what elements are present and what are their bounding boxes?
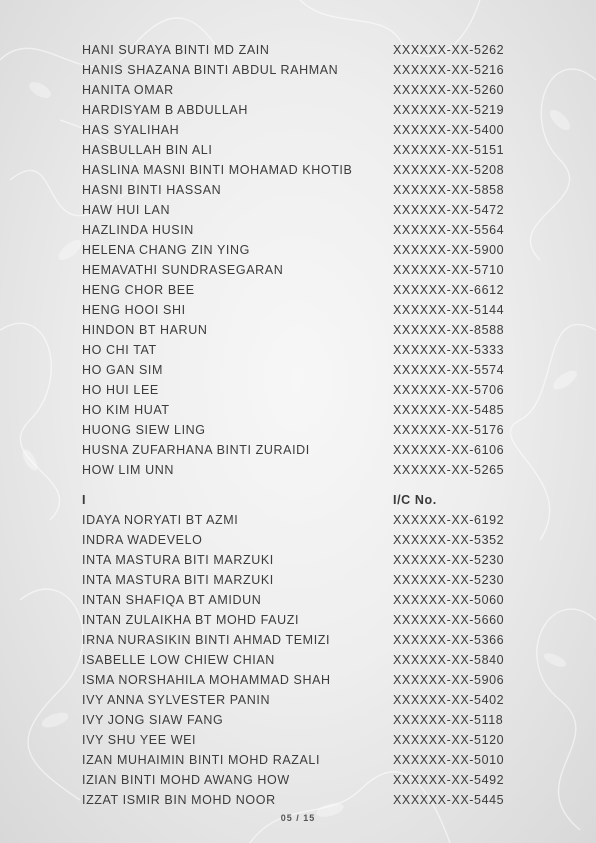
person-name: IVY ANNA SYLVESTER PANIN <box>82 693 271 707</box>
section-letter: I <box>82 493 87 507</box>
list-row <box>82 790 522 810</box>
list-row <box>82 460 522 480</box>
person-name: ISMA NORSHAHILA MOHAMMAD SHAH <box>82 673 331 687</box>
ic-number: XXXXXX-XX-5260 <box>393 83 505 97</box>
section-i <box>82 490 522 810</box>
section-gap <box>82 480 522 490</box>
ic-number: XXXXXX-XX-5333 <box>393 343 505 357</box>
list-row <box>82 360 522 380</box>
list-row <box>82 340 522 360</box>
person-name: INTAN ZULAIKHA BT MOHD FAUZI <box>82 613 300 627</box>
person-name: HAW HUI LAN <box>82 203 171 217</box>
ic-number: XXXXXX-XX-5230 <box>393 573 505 587</box>
list-row <box>82 510 522 530</box>
list-row <box>82 550 522 570</box>
list-row <box>82 180 522 200</box>
person-name: INDRA WADEVELO <box>82 533 203 547</box>
ic-number: XXXXXX-XX-5858 <box>393 183 505 197</box>
person-name: HANITA OMAR <box>82 83 174 97</box>
list-row <box>82 730 522 750</box>
person-name: HO GAN SIM <box>82 363 164 377</box>
person-name: HO HUI LEE <box>82 383 159 397</box>
person-name: HANI SURAYA BINTI MD ZAIN <box>82 43 270 57</box>
list-row <box>82 710 522 730</box>
person-name: HOW LIM UNN <box>82 463 175 477</box>
list-row <box>82 160 522 180</box>
person-name: HANIS SHAZANA BINTI ABDUL RAHMAN <box>82 63 339 77</box>
ic-number: XXXXXX-XX-5120 <box>393 733 505 747</box>
list-row <box>82 400 522 420</box>
list-row <box>82 300 522 320</box>
ic-number: XXXXXX-XX-5216 <box>393 63 505 77</box>
list-row <box>82 320 522 340</box>
ic-number: XXXXXX-XX-5265 <box>393 463 505 477</box>
person-name: HASNI BINTI HASSAN <box>82 183 222 197</box>
list-row <box>82 420 522 440</box>
person-name: HASLINA MASNI BINTI MOHAMAD KHOTIB <box>82 163 353 177</box>
ic-number: XXXXXX-XX-5900 <box>393 243 505 257</box>
person-name: IDAYA NORYATI BT AZMI <box>82 513 239 527</box>
page-number: 05 / 15 <box>280 813 316 823</box>
list-row <box>82 260 522 280</box>
ic-number: XXXXXX-XX-5219 <box>393 103 505 117</box>
name-list <box>82 40 522 810</box>
ic-number: XXXXXX-XX-5230 <box>393 553 505 567</box>
list-row <box>82 440 522 460</box>
ic-number: XXXXXX-XX-5144 <box>393 303 505 317</box>
person-name: INTA MASTURA BITI MARZUKI <box>82 553 274 567</box>
person-name: INTA MASTURA BITI MARZUKI <box>82 573 274 587</box>
list-row <box>82 280 522 300</box>
person-name: HASBULLAH BIN ALI <box>82 143 213 157</box>
ic-number: XXXXXX-XX-6106 <box>393 443 505 457</box>
ic-number: XXXXXX-XX-5706 <box>393 383 505 397</box>
list-row <box>82 120 522 140</box>
ic-number: XXXXXX-XX-5574 <box>393 363 505 377</box>
list-row <box>82 690 522 710</box>
ic-number: XXXXXX-XX-5492 <box>393 773 505 787</box>
person-name: ISABELLE LOW CHIEW CHIAN <box>82 653 275 667</box>
ic-number: XXXXXX-XX-5660 <box>393 613 505 627</box>
person-name: HEMAVATHI SUNDRASEGARAN <box>82 263 284 277</box>
ic-number: XXXXXX-XX-5564 <box>393 223 505 237</box>
list-row <box>82 590 522 610</box>
ic-number: XXXXXX-XX-6192 <box>393 513 505 527</box>
ic-number: XXXXXX-XX-5400 <box>393 123 505 137</box>
list-row <box>82 220 522 240</box>
list-row <box>82 630 522 650</box>
list-row <box>82 80 522 100</box>
list-row <box>82 380 522 400</box>
ic-number: XXXXXX-XX-5906 <box>393 673 505 687</box>
list-row <box>82 650 522 670</box>
ic-number: XXXXXX-XX-5352 <box>393 533 505 547</box>
section-header-row <box>82 490 522 510</box>
person-name: HO KIM HUAT <box>82 403 170 417</box>
person-name: HELENA CHANG ZIN YING <box>82 243 250 257</box>
list-row <box>82 570 522 590</box>
list-row <box>82 530 522 550</box>
person-name: HAS SYALIHAH <box>82 123 180 137</box>
ic-number: XXXXXX-XX-5840 <box>393 653 505 667</box>
ic-number: XXXXXX-XX-8588 <box>393 323 505 337</box>
list-row <box>82 240 522 260</box>
person-name: HUSNA ZUFARHANA BINTI ZURAIDI <box>82 443 310 457</box>
person-name: HENG HOOI SHI <box>82 303 186 317</box>
ic-number: XXXXXX-XX-5485 <box>393 403 505 417</box>
ic-number: XXXXXX-XX-5445 <box>393 793 505 807</box>
person-name: HAZLINDA HUSIN <box>82 223 194 237</box>
person-name: IZAN MUHAIMIN BINTI MOHD RAZALI <box>82 753 321 767</box>
list-row <box>82 60 522 80</box>
person-name: IZIAN BINTI MOHD AWANG HOW <box>82 773 290 787</box>
list-row <box>82 40 522 60</box>
person-name: IVY SHU YEE WEI <box>82 733 197 747</box>
section-h <box>82 40 522 480</box>
ic-number: XXXXXX-XX-5118 <box>393 713 504 727</box>
ic-number: XXXXXX-XX-5710 <box>393 263 505 277</box>
person-name: HARDISYAM B ABDULLAH <box>82 103 248 117</box>
person-name: HUONG SIEW LING <box>82 423 206 437</box>
list-row <box>82 200 522 220</box>
ic-number: XXXXXX-XX-5060 <box>393 593 505 607</box>
ic-number: XXXXXX-XX-5402 <box>393 693 505 707</box>
ic-number: XXXXXX-XX-5262 <box>393 43 505 57</box>
ic-column-header: I/C No. <box>393 493 437 507</box>
list-row <box>82 100 522 120</box>
person-name: IRNA NURASIKIN BINTI AHMAD TEMIZI <box>82 633 331 647</box>
list-row <box>82 610 522 630</box>
person-name: IVY JONG SIAW FANG <box>82 713 224 727</box>
person-name: HINDON BT HARUN <box>82 323 208 337</box>
list-row <box>82 140 522 160</box>
person-name: HENG CHOR BEE <box>82 283 195 297</box>
ic-number: XXXXXX-XX-5151 <box>393 143 505 157</box>
ic-number: XXXXXX-XX-5366 <box>393 633 505 647</box>
list-row <box>82 750 522 770</box>
list-row <box>82 770 522 790</box>
person-name: INTAN SHAFIQA BT AMIDUN <box>82 593 262 607</box>
person-name: IZZAT ISMIR BIN MOHD NOOR <box>82 793 276 807</box>
person-name: HO CHI TAT <box>82 343 157 357</box>
list-row <box>82 670 522 690</box>
ic-number: XXXXXX-XX-5208 <box>393 163 505 177</box>
ic-number: XXXXXX-XX-5472 <box>393 203 505 217</box>
ic-number: XXXXXX-XX-6612 <box>393 283 505 297</box>
ic-number: XXXXXX-XX-5176 <box>393 423 505 437</box>
ic-number: XXXXXX-XX-5010 <box>393 753 505 767</box>
